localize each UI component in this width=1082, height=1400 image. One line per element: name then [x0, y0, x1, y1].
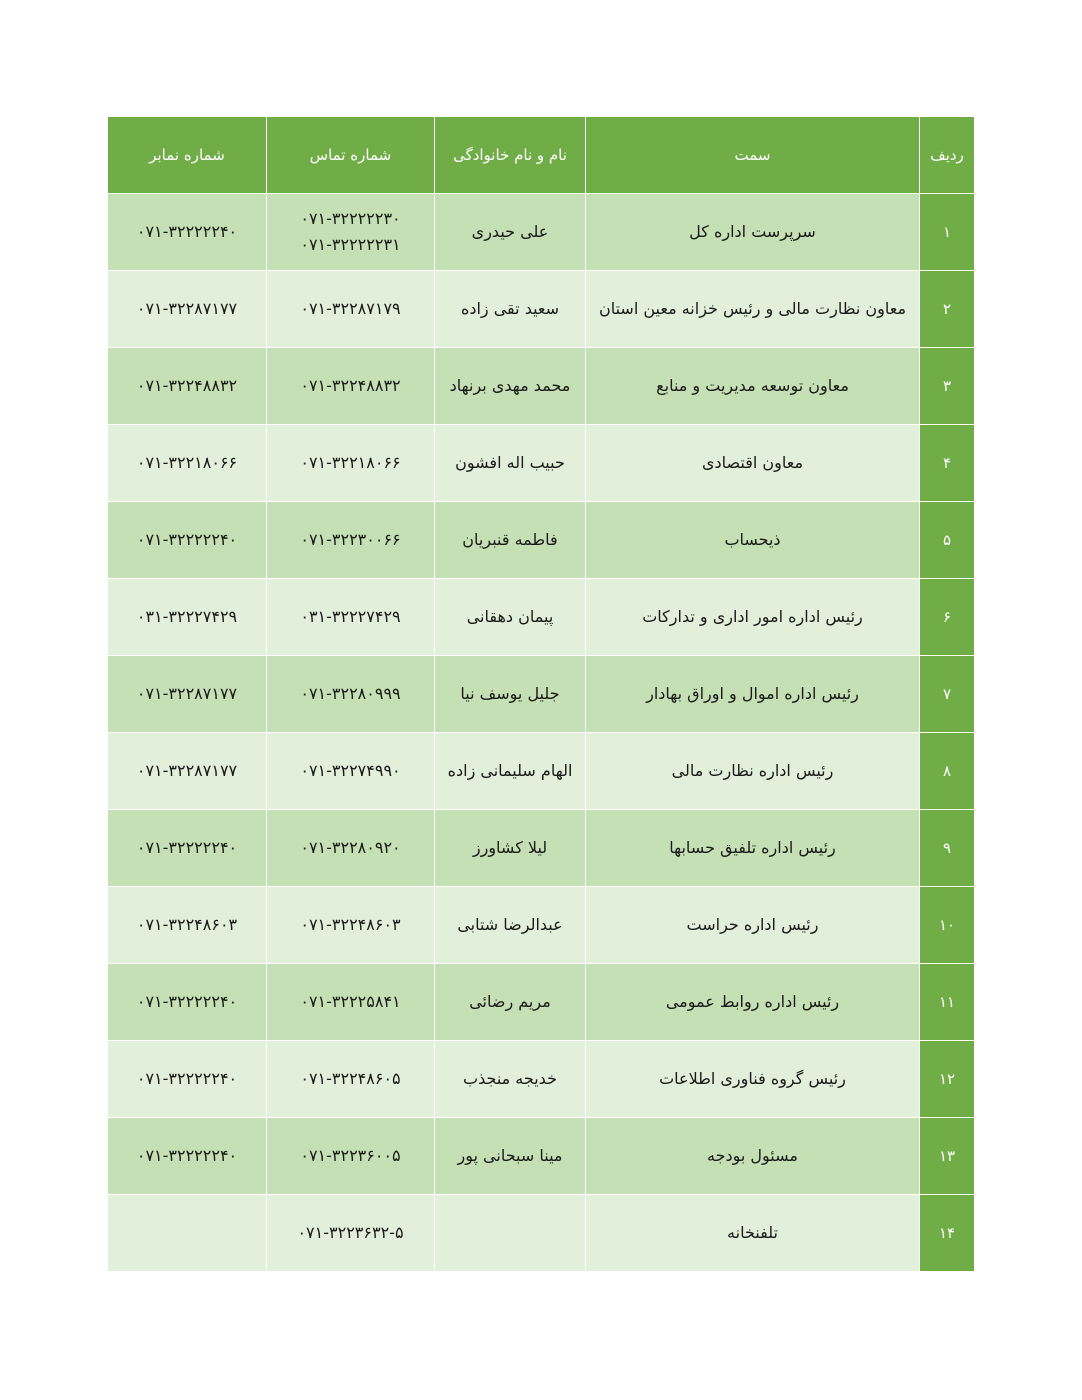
- phone-number: ۰۷۱-۳۲۲۸۷۱۷۹: [300, 299, 401, 318]
- position-cell: رئیس اداره روابط عمومی: [586, 964, 920, 1041]
- phone-cell: [267, 810, 435, 887]
- fax-cell: [108, 425, 267, 502]
- phone-cell: [267, 425, 435, 502]
- row-index-cell: ۱۱: [920, 964, 975, 1041]
- row-index-cell: ۸: [920, 733, 975, 810]
- name-cell: الهام سلیمانی زاده: [435, 733, 586, 810]
- table-row: [108, 502, 975, 579]
- fax-number: ۰۷۱-۳۲۲۸۷۱۷۷: [136, 684, 238, 703]
- phone-number: ۰۷۱-۳۲۲۴۸۶۰۵: [300, 1069, 401, 1088]
- phone-number: ۰۷۱-۳۲۲۷۴۹۹۰: [300, 761, 401, 780]
- fax-number: ۰۷۱-۳۲۲۴۸۸۳۲: [136, 376, 238, 395]
- position-cell: مسئول بودجه: [586, 1118, 920, 1195]
- fax-cell: [108, 1195, 267, 1272]
- phone-number: ۰۷۱-۳۲۲۲۲۲۳۱: [300, 235, 401, 254]
- name-cell: سعید تقی زاده: [435, 271, 586, 348]
- position-cell: رئیس اداره حراست: [586, 887, 920, 964]
- row-index-cell: ۴: [920, 425, 975, 502]
- contacts-table: [107, 116, 975, 1272]
- row-index-cell: ۵: [920, 502, 975, 579]
- phone-cell: [267, 1041, 435, 1118]
- table-row: [108, 1041, 975, 1118]
- name-cell: مریم رضائی: [435, 964, 586, 1041]
- header-index: ردیف: [920, 117, 975, 194]
- phone-cell: [267, 502, 435, 579]
- name-cell: حبیب اله افشون: [435, 425, 586, 502]
- name-cell: فاطمه قنبریان: [435, 502, 586, 579]
- header-fax: شماره نمابر: [108, 117, 267, 194]
- position-cell: ذیحساب: [586, 502, 920, 579]
- position-cell: رئیس اداره امور اداری و تدارکات: [586, 579, 920, 656]
- name-cell: محمد مهدی برنهاد: [435, 348, 586, 425]
- phone-cell: [267, 194, 435, 271]
- phone-cell: [267, 887, 435, 964]
- phone-cell: [267, 964, 435, 1041]
- header-row: [108, 117, 975, 194]
- phone-cell: [267, 1195, 435, 1272]
- fax-number: ۰۷۱-۳۲۲۲۲۲۴۰: [136, 838, 238, 857]
- phone-cell: [267, 271, 435, 348]
- position-cell: معاون اقتصادی: [586, 425, 920, 502]
- table-row: [108, 887, 975, 964]
- row-index-cell: ۱۲: [920, 1041, 975, 1118]
- phone-number: ۰۷۱-۳۲۲۳۶۰۰۵: [300, 1146, 401, 1165]
- phone-number: ۰۷۱-۳۲۲۳۶۳۲-۵: [297, 1223, 404, 1242]
- header-name: نام و نام خانوادگی: [435, 117, 586, 194]
- name-cell: جلیل یوسف نیا: [435, 656, 586, 733]
- phone-cell: [267, 348, 435, 425]
- position-cell: رئیس گروه فناوری اطلاعات: [586, 1041, 920, 1118]
- fax-cell: [108, 271, 267, 348]
- position-cell: رئیس اداره نظارت مالی: [586, 733, 920, 810]
- fax-number: ۰۷۱-۳۲۲۲۲۲۴۰: [136, 1146, 238, 1165]
- fax-cell: [108, 656, 267, 733]
- fax-cell: [108, 887, 267, 964]
- phone-number: ۰۳۱-۳۲۲۲۷۴۲۹: [300, 607, 401, 626]
- position-cell: معاون توسعه مدیریت و منابع: [586, 348, 920, 425]
- row-index-cell: ۱۴: [920, 1195, 975, 1272]
- header-position: سمت: [586, 117, 920, 194]
- table-header: [108, 117, 975, 194]
- fax-number: ۰۷۱-۳۲۲۲۲۲۴۰: [136, 530, 238, 549]
- table-row: [108, 1118, 975, 1195]
- fax-cell: [108, 1118, 267, 1195]
- fax-cell: [108, 502, 267, 579]
- fax-number: ۰۳۱-۳۲۲۲۷۴۲۹: [136, 607, 238, 626]
- phone-number: ۰۷۱-۳۲۲۸۰۹۲۰: [300, 838, 401, 857]
- table-row: [108, 733, 975, 810]
- table-row: [108, 348, 975, 425]
- row-index-cell: ۲: [920, 271, 975, 348]
- name-cell: علی حیدری: [435, 194, 586, 271]
- row-index-cell: ۱۰: [920, 887, 975, 964]
- phone-number: ۰۷۱-۳۲۲۳۰۰۶۶: [300, 530, 401, 549]
- fax-cell: [108, 810, 267, 887]
- name-cell: مینا سبحانی پور: [435, 1118, 586, 1195]
- position-cell: معاون نظارت مالی و رئیس خزانه معین استان: [586, 271, 920, 348]
- fax-number: ۰۷۱-۳۲۲۴۸۶۰۳: [136, 915, 238, 934]
- table-body: [108, 194, 975, 1272]
- fax-number: ۰۷۱-۳۲۲۱۸۰۶۶: [136, 453, 238, 472]
- table-row: [108, 194, 975, 271]
- phone-cell: [267, 1118, 435, 1195]
- row-index-cell: ۷: [920, 656, 975, 733]
- phone-number: ۰۷۱-۳۲۲۲۲۲۳۰: [300, 209, 401, 228]
- phone-cell: [267, 733, 435, 810]
- table-row: [108, 964, 975, 1041]
- fax-cell: [108, 579, 267, 656]
- row-index-cell: ۶: [920, 579, 975, 656]
- phone-number: ۰۷۱-۳۲۲۴۸۸۳۲: [300, 376, 401, 395]
- position-cell: رئیس اداره اموال و اوراق بهادار: [586, 656, 920, 733]
- row-index-cell: ۱: [920, 194, 975, 271]
- fax-number: ۰۷۱-۳۲۲۸۷۱۷۷: [136, 299, 238, 318]
- table-row: [108, 425, 975, 502]
- fax-number: ۰۷۱-۳۲۲۲۲۲۴۰: [136, 992, 238, 1011]
- phone-cell: [267, 579, 435, 656]
- position-cell: سرپرست اداره کل: [586, 194, 920, 271]
- name-cell: لیلا کشاورز: [435, 810, 586, 887]
- name-cell: [435, 1195, 586, 1272]
- table-row: [108, 1195, 975, 1272]
- header-phone: شماره تماس: [267, 117, 435, 194]
- fax-number: ۰۷۱-۳۲۲۸۷۱۷۷: [136, 761, 238, 780]
- position-cell: تلفنخانه: [586, 1195, 920, 1272]
- fax-cell: [108, 194, 267, 271]
- fax-cell: [108, 733, 267, 810]
- phone-number: ۰۷۱-۳۲۲۱۸۰۶۶: [300, 453, 401, 472]
- row-index-cell: ۱۳: [920, 1118, 975, 1195]
- position-cell: رئیس اداره تلفیق حسابها: [586, 810, 920, 887]
- phone-number: ۰۷۱-۳۲۲۸۰۹۹۹: [300, 684, 401, 703]
- name-cell: پیمان دهقانی: [435, 579, 586, 656]
- phone-number: ۰۷۱-۳۲۲۴۸۶۰۳: [300, 915, 401, 934]
- fax-cell: [108, 964, 267, 1041]
- row-index-cell: ۳: [920, 348, 975, 425]
- fax-number: ۰۷۱-۳۲۲۲۲۲۴۰: [136, 222, 238, 241]
- table-row: [108, 810, 975, 887]
- table-row: [108, 579, 975, 656]
- table-row: [108, 656, 975, 733]
- fax-cell: [108, 1041, 267, 1118]
- fax-number: ۰۷۱-۳۲۲۲۲۲۴۰: [136, 1069, 238, 1088]
- row-index-cell: ۹: [920, 810, 975, 887]
- name-cell: عبدالرضا شتابی: [435, 887, 586, 964]
- name-cell: خدیجه منجذب: [435, 1041, 586, 1118]
- table-row: [108, 271, 975, 348]
- fax-cell: [108, 348, 267, 425]
- phone-cell: [267, 656, 435, 733]
- phone-number: ۰۷۱-۳۲۲۲۵۸۴۱: [300, 992, 401, 1011]
